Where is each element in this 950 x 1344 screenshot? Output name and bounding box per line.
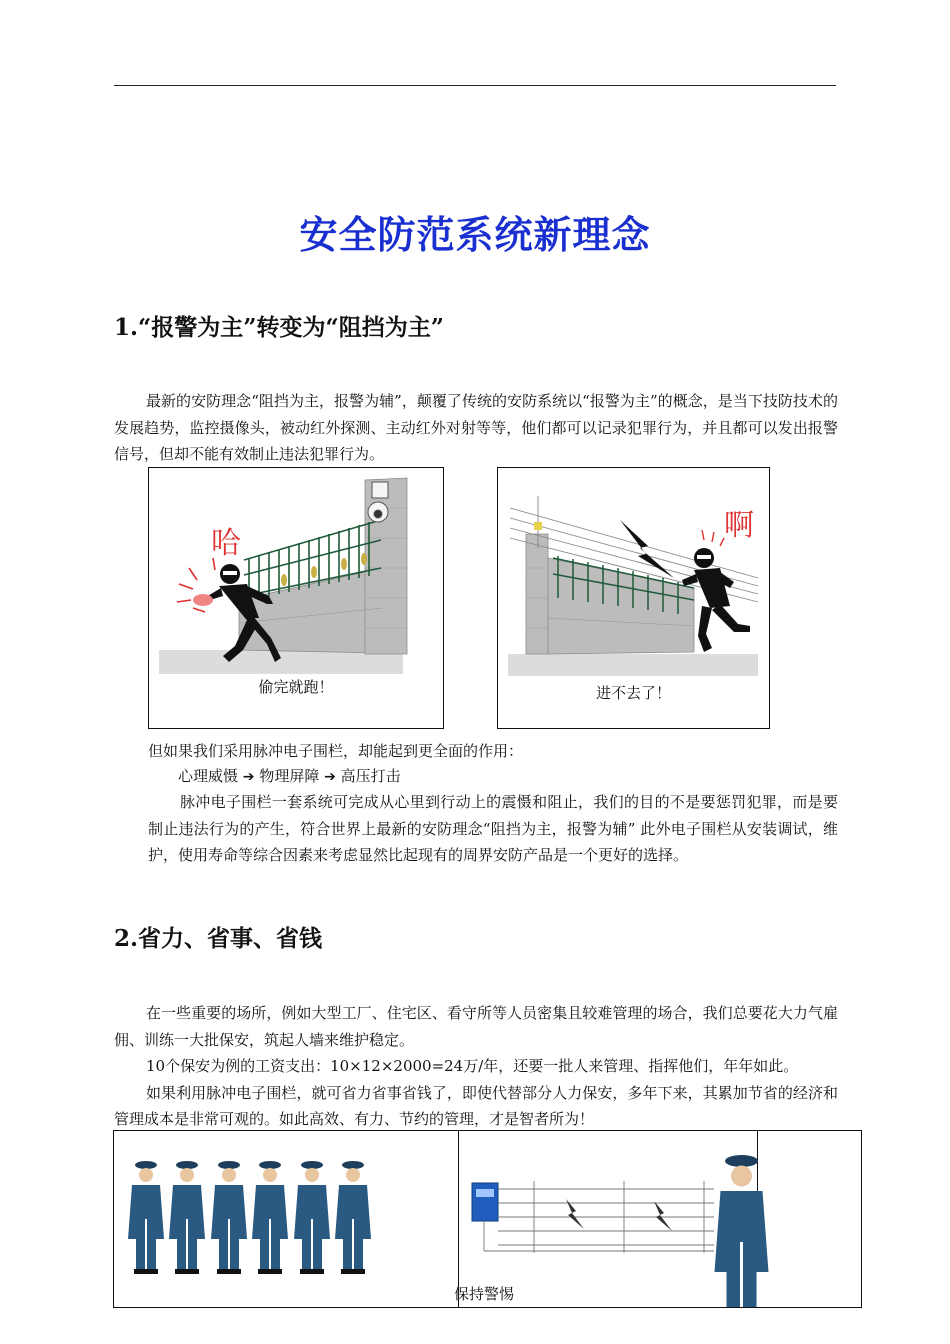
figure-thief-blocked xyxy=(497,467,770,729)
arrow-right-icon: ➔ xyxy=(324,769,336,785)
fence-controller-diagram xyxy=(472,1181,714,1253)
figure-right-caption: 进不去了！ xyxy=(595,684,671,702)
section-1-heading: 1.“报警为主”转变为“阻挡为主” xyxy=(114,314,444,341)
section-1-closing-text: 脉冲电子围栏一套系统可完成从心里到行动上的震慑和阻止，我们的目的不是要惩罚犯罪，而是要制止违法行为的产生，符合世界上最新的安防理念“阻挡为主，报警为辅” 此外电子围栏从安装调试，维护，使用寿命等综合因素来考虑显然比起现有的周界安防产品是一个更好的选择。 xyxy=(148,793,838,864)
arrow-right-icon: ➔ xyxy=(242,769,255,785)
document-title: 安全防范系统新理念 xyxy=(299,212,651,257)
section-1-closing xyxy=(148,789,838,869)
sound-text-a: 啊 xyxy=(724,509,754,542)
guard-group xyxy=(128,1161,371,1274)
section-2-paragraph-1: 在一些重要的场所，例如大型工厂、住宅区、看守所等人员密集且较难管理的场合，我们总要花大力气雇佣、训练一大批保安，筑起人墙来维护稳定。 xyxy=(114,1004,838,1049)
figure-guards-comparison xyxy=(113,1130,862,1308)
flow-step-2: 物理屏障 xyxy=(259,767,320,785)
section-2-paragraph-3: 如果利用脉冲电子围栏，就可省力省事省钱了，即使代替部分人力保安，多年下来，其累加节省的经济和管理成本是非常可观的。如此高效、有力、节约的管理，才是智者所为！ xyxy=(114,1083,838,1128)
lightning-bolt-icon xyxy=(566,1199,584,1229)
after-figures-text: 但如果我们采用脉冲电子围栏，却能起到更全面的作用： xyxy=(148,742,524,760)
header-rule xyxy=(114,85,836,86)
figure-left-caption: 偷完就跑！ xyxy=(258,678,334,696)
guards-illustration xyxy=(114,1131,861,1307)
figure-thief-escapes xyxy=(148,467,444,729)
flow-step-1: 心理威慑 xyxy=(178,767,239,785)
deterrence-flow xyxy=(178,765,401,786)
section-2-paragraphs xyxy=(114,1000,838,1133)
section-1-paragraph xyxy=(114,388,838,468)
sound-text-ha: 哈 xyxy=(211,527,241,560)
brick-wall-right xyxy=(526,534,694,654)
section-1-text: 最新的安防理念“阻挡为主，报警为辅”，颠覆了传统的安防系统以“报警为主”的概念，是当下技防技术的发展趋势，监控摄像头，被动红外探测、主动红外对射等等，他们都可以记录犯罪行为，并且都可以发出报警信号，但却不能有效制止违法犯罪行为。 xyxy=(114,392,838,463)
lightning-bolt-icon xyxy=(654,1201,672,1231)
thief-camera-illustration xyxy=(149,468,443,683)
flow-step-3: 高压打击 xyxy=(340,767,401,785)
single-guard xyxy=(715,1155,769,1307)
section-2-heading: 2.省力、省事、省钱 xyxy=(114,925,323,952)
figure-bottom-caption: 保持警惕 xyxy=(453,1285,514,1303)
section-2-paragraph-2: 10个保安为例的工资支出：10×12×2000=24万/年，还要一批人来管理、指挥他们，年年如此。 xyxy=(146,1057,799,1075)
